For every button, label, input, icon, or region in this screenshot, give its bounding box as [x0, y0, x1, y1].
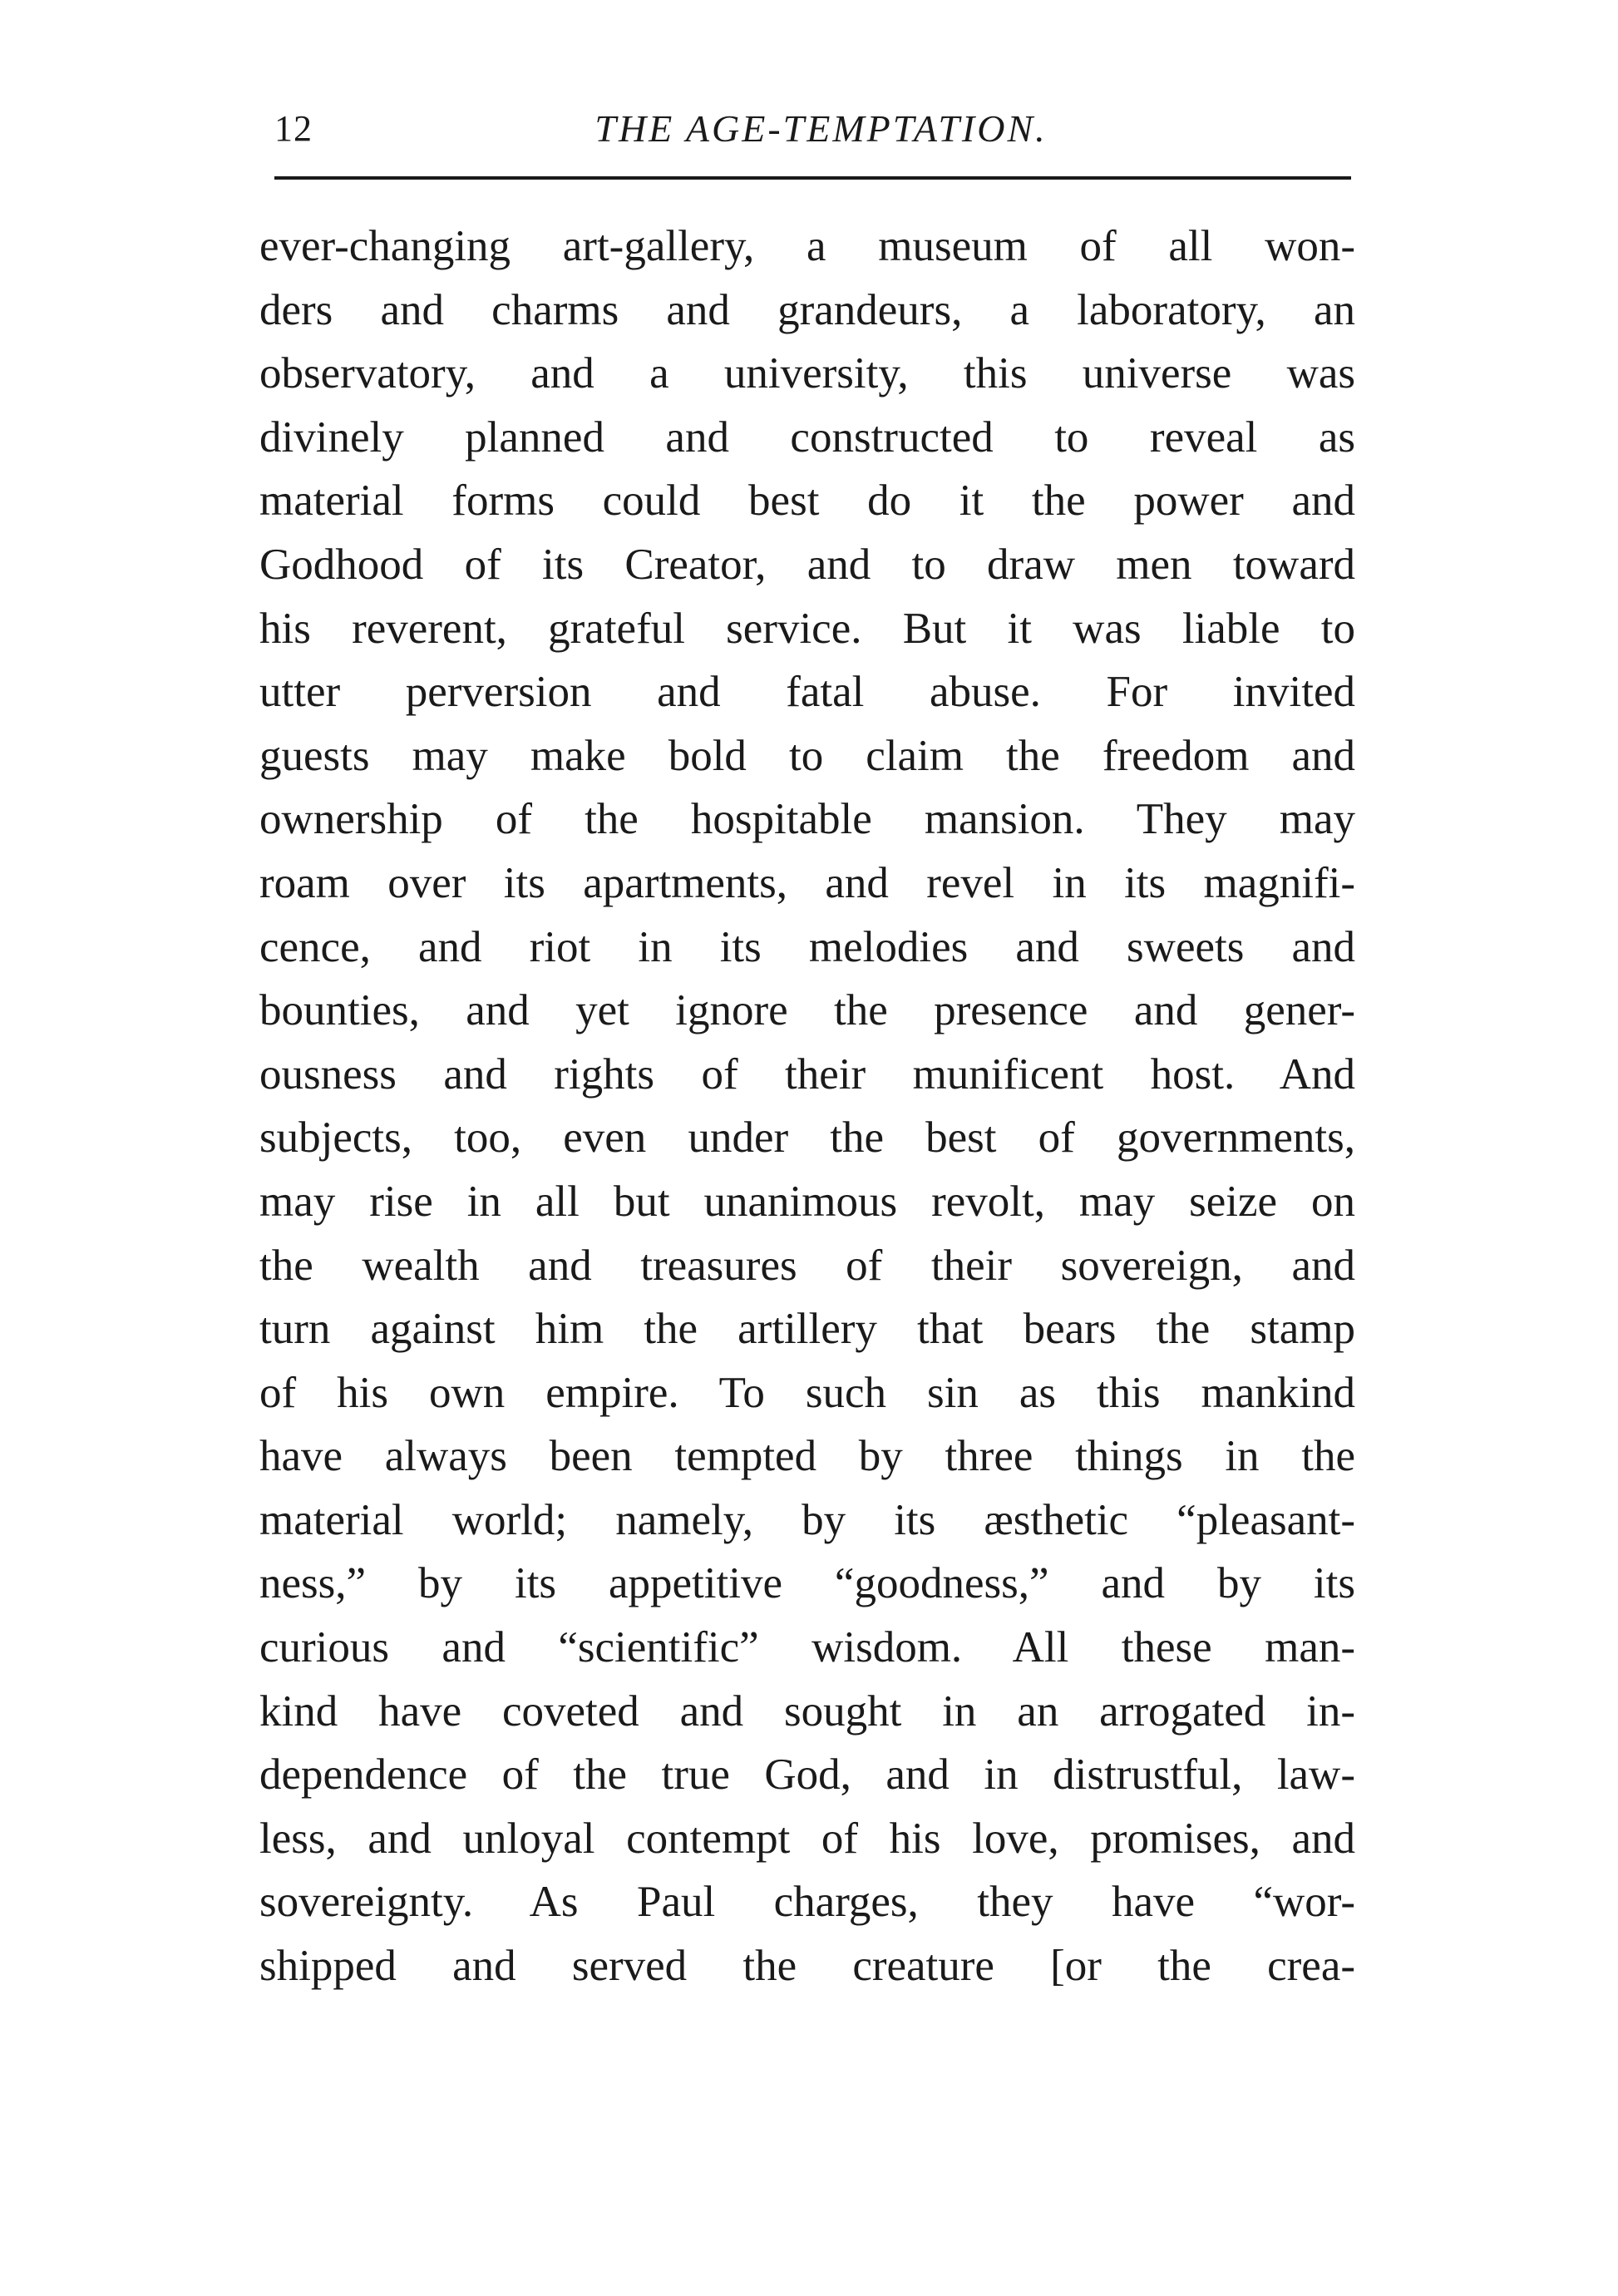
- text-line: material forms could best do it the power and: [259, 476, 1355, 526]
- text-line: turn against him the artillery that bears the stamp: [259, 1305, 1355, 1354]
- text-line: subjects, too, even under the best of governments,: [259, 1113, 1355, 1163]
- header-rule: [274, 176, 1351, 180]
- text-line: his reverent, grateful service. But it was liable to: [259, 604, 1355, 653]
- text-line: utter perversion and fatal abuse. For invited: [259, 668, 1355, 717]
- text-line: ness,” by its appetitive “goodness,” and by its: [259, 1559, 1355, 1608]
- text-line: shipped and served the creature [or the crea-: [259, 1942, 1355, 1991]
- text-line: observatory, and a university, this universe was: [259, 349, 1355, 398]
- text-line: curious and “scientific” wisdom. All these man-: [259, 1623, 1355, 1672]
- text-line: guests may make bold to claim the freedom and: [259, 731, 1355, 780]
- text-line: ders and charms and grandeurs, a laboratory, an: [259, 285, 1355, 334]
- text-line: the wealth and treasures of their sovereign, and: [259, 1241, 1355, 1290]
- text-line: kind have coveted and sought in an arrogated in-: [259, 1686, 1355, 1736]
- text-line: bounties, and yet ignore the presence and gener-: [259, 986, 1355, 1035]
- text-line: ousness and rights of their munificent host. And: [259, 1049, 1355, 1099]
- body-text: [259, 215, 1355, 1998]
- text-line: may rise in all but unanimous revolt, may seize on: [259, 1177, 1355, 1226]
- text-line: have always been tempted by three things in the: [259, 1432, 1355, 1481]
- running-title: THE AGE-TEMPTATION.: [594, 107, 1048, 150]
- text-line: ownership of the hospitable mansion. They may: [259, 795, 1355, 844]
- text-line: Godhood of its Creator, and to draw men toward: [259, 540, 1355, 589]
- running-head: [274, 100, 1351, 158]
- text-line: ever-changing art-gallery, a museum of all won-: [259, 222, 1355, 270]
- text-line: cence, and riot in its melodies and sweets and: [259, 922, 1355, 971]
- text-line: material world; namely, by its æsthetic “pleasant-: [259, 1495, 1355, 1544]
- text-line: roam over its apartments, and revel in its magnifi-: [259, 858, 1355, 907]
- text-line: dependence of the true God, and in distrustful, law-: [259, 1750, 1355, 1800]
- text-line: less, and unloyal contempt of his love, promises, and: [259, 1814, 1355, 1863]
- page-number: 12: [274, 108, 313, 149]
- text-line: sovereignty. As Paul charges, they have “wor-: [259, 1878, 1355, 1927]
- text-line: divinely planned and constructed to reveal as: [259, 412, 1355, 462]
- text-line: of his own empire. To such sin as this mankind: [259, 1368, 1355, 1417]
